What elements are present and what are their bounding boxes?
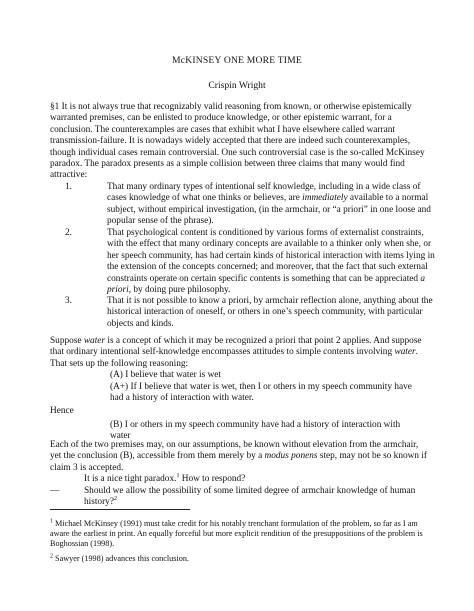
hence-label: Hence bbox=[50, 406, 74, 416]
claim-text: That many ordinary types of intentional self knowledge, including in a wide class of cases knowledge of what one thinks or believes, are immediately available to a normal subject, without empirical investigation, (in the armchair, or “a priori” in one loose and popular sense of the phrase). bbox=[107, 182, 431, 227]
premise-a-plus: (A+) If I believe that water is wet, then I or others in my speech community have had a history of interaction with water. bbox=[110, 382, 412, 404]
premise-b: (B) I or others in my speech community have had a history of interaction with water bbox=[110, 420, 401, 442]
footnote-ref-1: 1 bbox=[176, 472, 180, 479]
dash-mark: — bbox=[50, 486, 60, 496]
paragraph-3: Each of the two premises may, on our assumptions, be known without elevation from the armchair, yet the conclusion (B), accessible from them merely by a modus ponens step, may not be so known if claim 3 is accepted. bbox=[50, 440, 427, 473]
claim-text: That psychological content is conditioned by various forms of externalist constraints, with the effect that many ordinary concepts are available to a thinker only when she, or her speech community, has had certain kinds of historical interaction with items lying in the extension of the concepts concerned; and moreover, that the fact that such external constraints operate on certain specific contents is something that can be appreciated a priori, by doing pure philosophy. bbox=[107, 228, 435, 296]
claim-number: 2. bbox=[65, 228, 72, 238]
footnote-2: $^2$ Sawyer (1998) advances this conclusion. bbox=[50, 553, 189, 563]
paragraph-2: Suppose water is a concept of which it may be recognized a priori that point 2 applies. And suppose that ordinary intentional self-knowledge encompasses attitudes to simple contents involving water. That sets up the following reasoning: bbox=[50, 336, 422, 369]
paradox-sentence: It is a nice tight paradox.$^1$ How to respond? bbox=[84, 472, 246, 484]
claim-number: 3. bbox=[65, 296, 72, 306]
paper-title: McKINSEY ONE MORE TIME bbox=[172, 55, 302, 66]
question-text: Should we allow the possibility of some limited degree of armchair knowledge of human history?$^2$ bbox=[84, 486, 416, 508]
claim-number: 1. bbox=[65, 182, 72, 192]
premise-a: (A) I believe that water is wet bbox=[110, 370, 221, 380]
footnote-ref-2: 2 bbox=[113, 496, 117, 503]
paragraph-1: §1 It is not always true that recognizably valid reasoning from known, or otherwise epistemically warranted premises, can be enlisted to produce knowledge, or other epistemic warrant, for a conclusion. The counterexamples are cases that exhibit what I have elsewhere called warrant transmission-failure. It is nowadays widely accepted that there are indeed such counterexamples, though individual cases remain controversial. One such controversial case is the so-called McKinsey paradox. The paradox presents as a simple collision between three claims that many would find attractive: bbox=[50, 102, 425, 181]
claim-text: That it is not possible to know a priori, by armchair reflection alone, anything about the historical interaction of oneself, or others in one’s speech community, with particular objects and kinds. bbox=[107, 296, 433, 329]
footnote-1: $^1$ Michael McKinsey (1991) must take credit for his notably trenchant formulation of the problem, so far as I am aware the earliest in print. An equally forceful but more explicit rendition of the presuppositions of the problem is Boghossian (1998). bbox=[50, 518, 423, 548]
author-name: Crispin Wright bbox=[208, 80, 266, 91]
footnote-divider bbox=[50, 509, 190, 510]
